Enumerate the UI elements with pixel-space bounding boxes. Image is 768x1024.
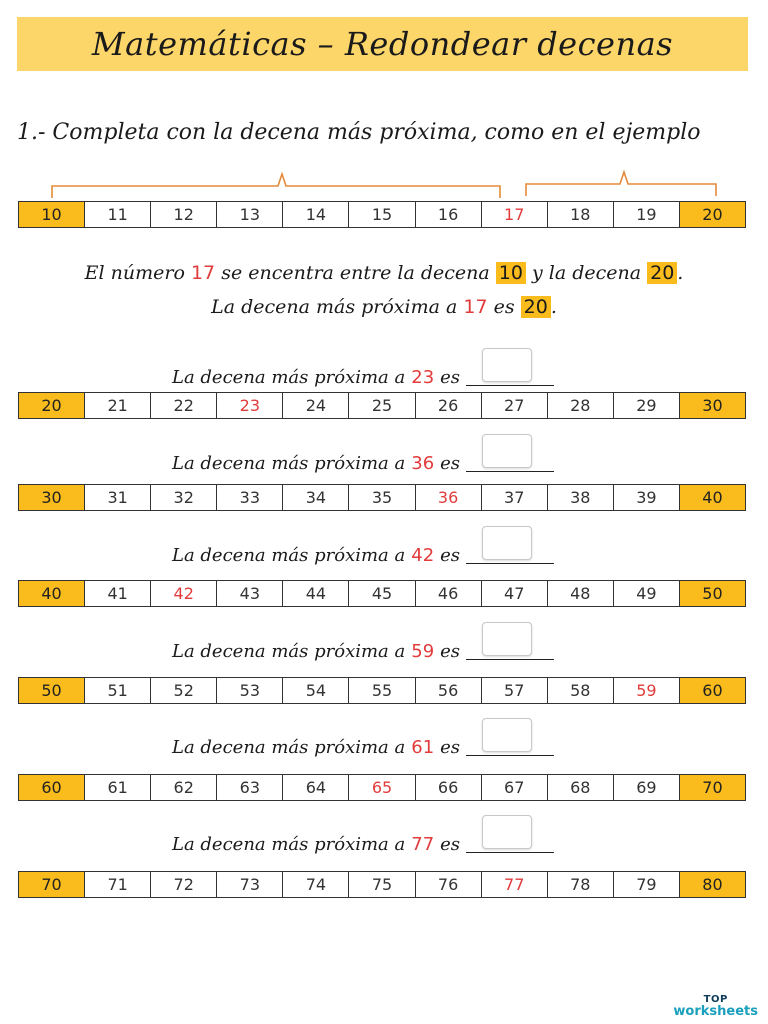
question-suffix: es: [440, 834, 461, 855]
page-title: Matemáticas – Redondear decenas: [91, 25, 674, 63]
number-cell: 39: [614, 485, 680, 510]
question-number: 61: [411, 737, 435, 758]
question-prompt: La decena más próxima a: [172, 834, 406, 855]
brand-logo: TOP worksheets: [673, 994, 758, 1019]
number-cell: 58: [548, 678, 614, 703]
number-cell: 66: [416, 775, 482, 800]
number-cell: 46: [416, 581, 482, 606]
number-cell: 27: [482, 393, 548, 418]
number-cell: 65: [349, 775, 415, 800]
number-cell: 14: [283, 202, 349, 227]
exercise-question: [172, 434, 554, 474]
title-bar: [17, 17, 748, 71]
number-cell: 30: [680, 393, 745, 418]
question-number: 59: [411, 641, 435, 662]
exercise-number-line: [18, 677, 746, 704]
number-cell: 44: [283, 581, 349, 606]
answer-input[interactable]: [482, 434, 532, 468]
number-cell: 29: [614, 393, 680, 418]
answer-underline: [466, 471, 554, 472]
number-cell: 20: [680, 202, 745, 227]
number-cell: 52: [151, 678, 217, 703]
number-cell: 20: [19, 393, 85, 418]
number-cell: 26: [416, 393, 482, 418]
answer-underline: [466, 659, 554, 660]
exercise-number-line: [18, 871, 746, 898]
number-cell: 77: [482, 872, 548, 897]
question-number: 36: [411, 453, 435, 474]
question-prompt: La decena más próxima a: [172, 545, 406, 566]
number-cell: 40: [19, 581, 85, 606]
number-cell: 31: [85, 485, 151, 510]
question-suffix: es: [440, 453, 461, 474]
answer-input[interactable]: [482, 526, 532, 560]
number-cell: 61: [85, 775, 151, 800]
number-cell: 68: [548, 775, 614, 800]
exercise-question: [172, 815, 554, 855]
exercise-number-line: [18, 392, 746, 419]
number-cell: 23: [217, 393, 283, 418]
exercise-number-line: [18, 580, 746, 607]
number-cell: 53: [217, 678, 283, 703]
example-number-line: [18, 201, 746, 228]
number-cell: 43: [217, 581, 283, 606]
number-cell: 25: [349, 393, 415, 418]
number-cell: 50: [680, 581, 745, 606]
question-suffix: es: [440, 641, 461, 662]
number-cell: 69: [614, 775, 680, 800]
answer-underline: [466, 852, 554, 853]
answer-underline: [466, 563, 554, 564]
exercise-question: [172, 718, 554, 758]
number-cell: 28: [548, 393, 614, 418]
exercise-question: [172, 348, 554, 388]
number-cell: 63: [217, 775, 283, 800]
answer-input[interactable]: [482, 718, 532, 752]
number-cell: 12: [151, 202, 217, 227]
number-cell: 55: [349, 678, 415, 703]
answer-area: [466, 718, 554, 758]
number-cell: 48: [548, 581, 614, 606]
number-cell: 10: [19, 202, 85, 227]
number-cell: 56: [416, 678, 482, 703]
question-suffix: es: [440, 545, 461, 566]
number-cell: 45: [349, 581, 415, 606]
number-cell: 35: [349, 485, 415, 510]
number-cell: 47: [482, 581, 548, 606]
number-cell: 67: [482, 775, 548, 800]
answer-input[interactable]: [482, 815, 532, 849]
question-number: 23: [411, 367, 435, 388]
question-prompt: La decena más próxima a: [172, 737, 406, 758]
number-cell: 78: [548, 872, 614, 897]
number-cell: 21: [85, 393, 151, 418]
number-cell: 17: [482, 202, 548, 227]
number-cell: 51: [85, 678, 151, 703]
question-prompt: La decena más próxima a: [172, 367, 406, 388]
exercise-number-line: [18, 484, 746, 511]
number-cell: 36: [416, 485, 482, 510]
question-number: 77: [411, 834, 435, 855]
number-cell: 30: [19, 485, 85, 510]
number-cell: 76: [416, 872, 482, 897]
question-prompt: La decena más próxima a: [172, 641, 406, 662]
answer-area: [466, 622, 554, 662]
number-cell: 34: [283, 485, 349, 510]
number-cell: 75: [349, 872, 415, 897]
number-cell: 19: [614, 202, 680, 227]
number-cell: 50: [19, 678, 85, 703]
example-explanation-1: El número 17 se encentra entre la decena 10 y la decena 20 .: [84, 262, 684, 284]
number-cell: 59: [614, 678, 680, 703]
answer-area: [466, 526, 554, 566]
number-cell: 49: [614, 581, 680, 606]
number-cell: 70: [19, 872, 85, 897]
number-cell: 60: [680, 678, 745, 703]
question-suffix: es: [440, 737, 461, 758]
number-cell: 60: [19, 775, 85, 800]
left-bracket: [52, 174, 500, 198]
number-cell: 72: [151, 872, 217, 897]
answer-underline: [466, 755, 554, 756]
number-cell: 22: [151, 393, 217, 418]
answer-input[interactable]: [482, 622, 532, 656]
number-cell: 13: [217, 202, 283, 227]
number-cell: 41: [85, 581, 151, 606]
answer-area: [466, 434, 554, 474]
number-cell: 15: [349, 202, 415, 227]
answer-underline: [466, 385, 554, 386]
number-cell: 54: [283, 678, 349, 703]
number-cell: 40: [680, 485, 745, 510]
number-cell: 73: [217, 872, 283, 897]
question-number: 42: [411, 545, 435, 566]
right-bracket: [526, 172, 716, 196]
number-cell: 80: [680, 872, 745, 897]
number-cell: 37: [482, 485, 548, 510]
answer-area: [466, 815, 554, 855]
exercise-question: [172, 526, 554, 566]
number-cell: 18: [548, 202, 614, 227]
number-cell: 11: [85, 202, 151, 227]
example-explanation-2: La decena más próxima a 17 es 20 .: [211, 296, 557, 318]
question-prompt: La decena más próxima a: [172, 453, 406, 474]
number-cell: 64: [283, 775, 349, 800]
number-cell: 74: [283, 872, 349, 897]
answer-input[interactable]: [482, 348, 532, 382]
number-cell: 71: [85, 872, 151, 897]
number-cell: 42: [151, 581, 217, 606]
number-cell: 79: [614, 872, 680, 897]
exercise-question: [172, 622, 554, 662]
instruction-text: 1.- Completa con la decena más próxima, como en el ejemplo: [17, 120, 701, 145]
number-cell: 32: [151, 485, 217, 510]
exercise-number-line: [18, 774, 746, 801]
question-suffix: es: [440, 367, 461, 388]
number-cell: 33: [217, 485, 283, 510]
number-cell: 16: [416, 202, 482, 227]
number-cell: 38: [548, 485, 614, 510]
number-cell: 24: [283, 393, 349, 418]
number-cell: 62: [151, 775, 217, 800]
answer-area: [466, 348, 554, 388]
number-cell: 70: [680, 775, 745, 800]
number-cell: 57: [482, 678, 548, 703]
